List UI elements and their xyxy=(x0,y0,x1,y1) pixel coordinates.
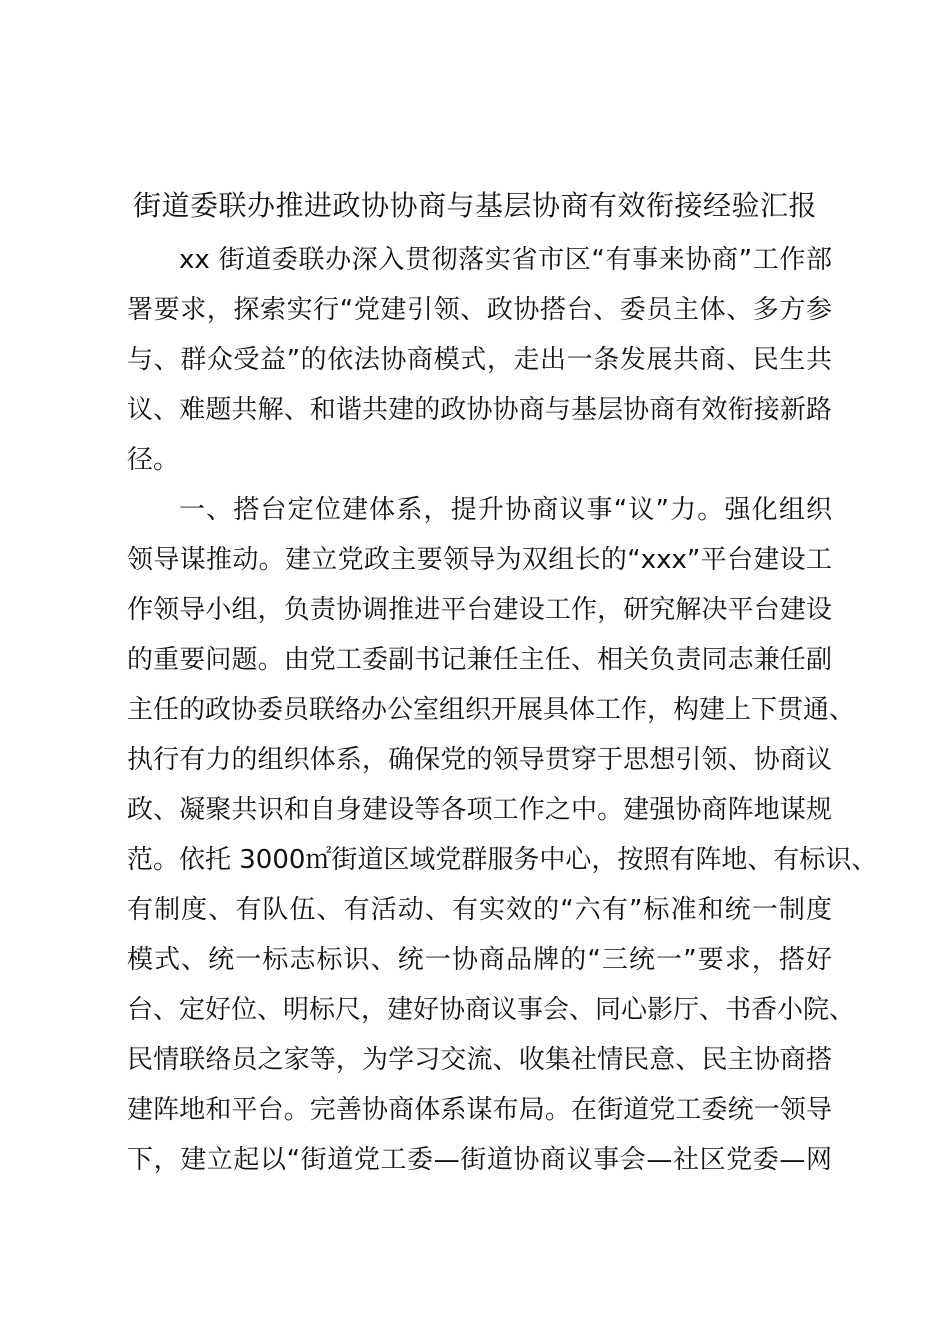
paragraph-2-line-8: 范。依托 3000㎡街道区域党群服务中心，按照有阵地、有标识、 xyxy=(127,845,878,875)
paragraph-2-line-6: 执行有力的组织体系，确保党的领导贯穿于思想引领、协商议 xyxy=(127,745,832,775)
paragraph-1-line-5: 径。 xyxy=(127,445,180,475)
paragraph-2-line-11: 台、定好位、明标尺，建好协商议事会、同心影厅、书香小院、 xyxy=(127,995,856,1025)
paragraph-1-line-3: 与、群众受益”的依法协商模式，走出一条发展共商、民生共 xyxy=(127,345,832,375)
paragraph-1-line-1: xx 街道委联办深入贯彻落实省市区“有事来协商”工作部 xyxy=(179,245,832,275)
paragraph-1-line-4: 议、难题共解、和谐共建的政协协商与基层协商有效衔接新路 xyxy=(127,395,832,425)
paragraph-2-line-13: 建阵地和平台。完善协商体系谋布局。在街道党工委统一领导 xyxy=(127,1095,832,1125)
paragraph-2-line-1: 一、搭台定位建体系，提升协商议事“议”力。强化组织 xyxy=(179,495,832,525)
document-body xyxy=(127,235,878,1185)
paragraph-2-line-7: 政、凝聚共识和自身建设等各项工作之中。建强协商阵地谋规 xyxy=(127,795,832,825)
paragraph-2-line-14: 下，建立起以“街道党工委—街道协商议事会—社区党委—网 xyxy=(127,1145,832,1175)
paragraph-2-line-5: 主任的政协委员联络办公室组织开展具体工作，构建上下贯通、 xyxy=(127,695,856,725)
paragraph-2-line-2: 领导谋推动。建立党政主要领导为双组长的“xxx”平台建设工 xyxy=(127,545,832,575)
paragraph-2-line-3: 作领导小组，负责协调推进平台建设工作，研究解决平台建设 xyxy=(127,595,832,625)
paragraph-2-line-4: 的重要问题。由党工委副书记兼任主任、相关负责同志兼任副 xyxy=(127,645,832,675)
paragraph-1-line-2: 署要求，探索实行“党建引领、政协搭台、委员主体、多方参 xyxy=(127,295,832,325)
paragraph-2-line-12: 民情联络员之家等，为学习交流、收集社情民意、民主协商搭 xyxy=(127,1045,832,1075)
document-title: 街道委联办推进政协协商与基层协商有效衔接经验汇报 xyxy=(132,189,817,222)
paragraph-2-line-10: 模式、统一标志标识、统一协商品牌的“三统一”要求，搭好 xyxy=(127,945,832,975)
paragraph-2-line-9: 有制度、有队伍、有活动、有实效的“六有”标准和统一制度 xyxy=(127,895,832,925)
